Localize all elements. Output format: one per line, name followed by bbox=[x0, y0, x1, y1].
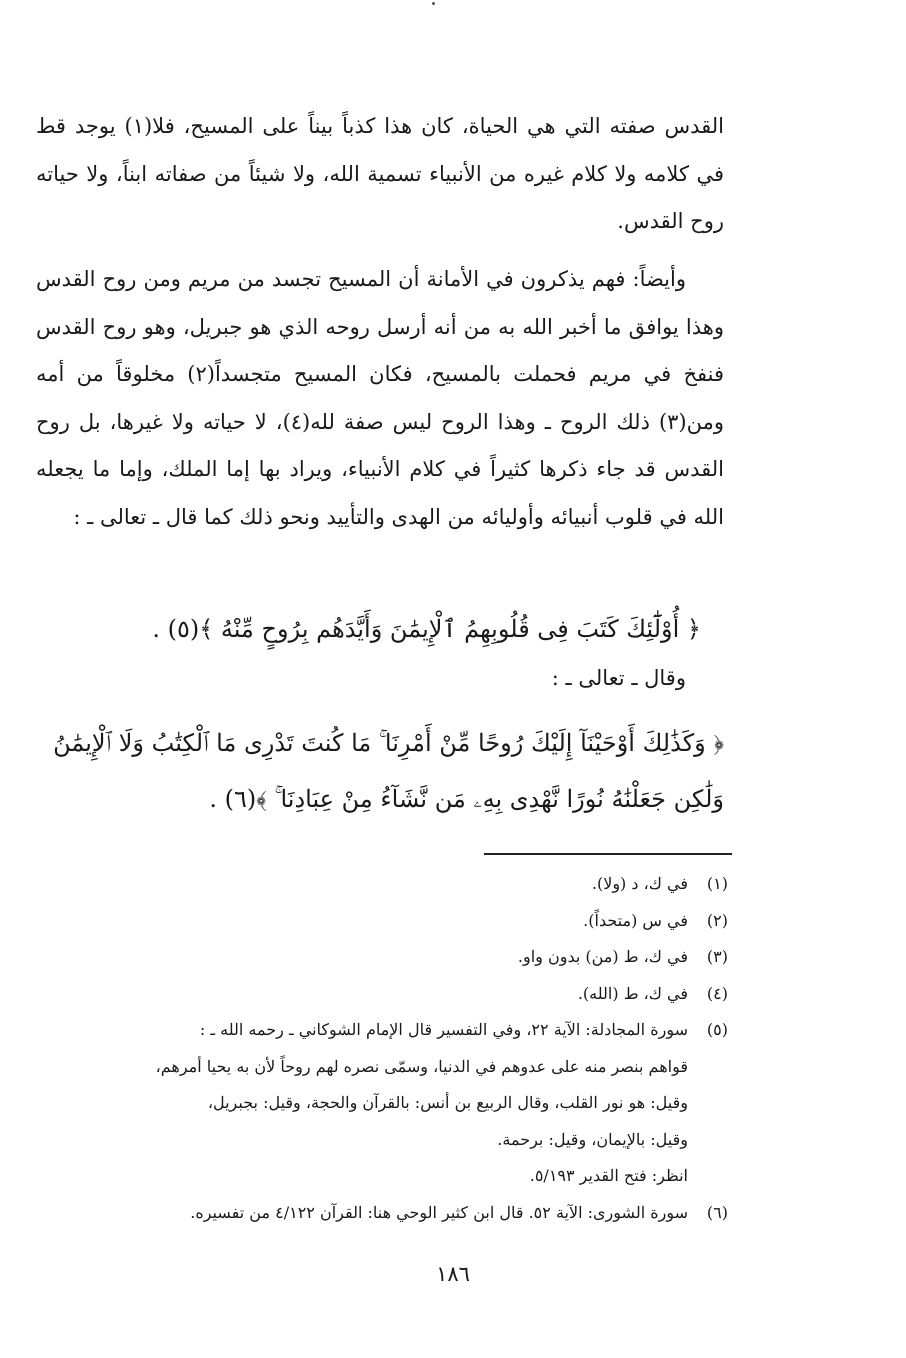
footnote-text: سورة الشورى: الآية ٥٢. قال ابن كثير الوحي هنا: القرآن ٤/١٢٢ من تفسيره. bbox=[190, 1202, 688, 1222]
footnote-separator bbox=[484, 853, 732, 855]
verse-intro-2: وقال ـ تعالى ـ : bbox=[551, 666, 686, 690]
quran-verse-1: ﴿ أُوْلَٰٓئِكَ كَتَبَ فِى قُلُوبِهِمُ ٱلْإِيمَٰنَ وَأَيَّدَهُم بِرُوحٍ مِّنْهُ ﴾(٥) . bbox=[152, 615, 701, 643]
footnote-text: في ك، ط (الله). bbox=[577, 983, 688, 1003]
footnote-text-line: انظر: فتح القدير ٥/١٩٣. bbox=[529, 1166, 688, 1185]
footnote-item bbox=[36, 976, 728, 1013]
footnote-item bbox=[36, 1195, 728, 1232]
footnote-number: (٥) bbox=[706, 1020, 728, 1039]
scan-speck bbox=[432, 2, 435, 5]
footnote-item bbox=[36, 939, 728, 976]
footnote-number: (١) bbox=[706, 874, 728, 893]
footnote-number: (٦) bbox=[706, 1202, 728, 1222]
footnote-item bbox=[36, 903, 728, 940]
footnote-text-line: وقيل: هو نور القلب، وقال الربيع بن أنس: بالقرآن والحجة، وقيل: بجبريل، bbox=[207, 1093, 688, 1112]
footnote-text: في ك، ط (من) بدون واو. bbox=[517, 947, 688, 966]
quran-verse-2: ﴿ وَكَذَٰلِكَ أَوْحَيْنَآ إِلَيْكَ رُوحًا مِّنْ أَمْرِنَا ۚ مَا كُنتَ تَدْرِى مَا ٱلْكِتَٰبُ وَلَا ٱلْإِيمَٰنُ وَلَٰكِن جَعَلْنَٰهُ نُورًا نَّهْدِى بِهِۦ مَن نَّشَآءُ مِنْ عِبَادِنَا ۚ ﴾(٦) . bbox=[53, 729, 724, 813]
body-paragraph-2: وأيضاً: فهم يذكرون في الأمانة أن المسيح تجسد من مريم ومن روح القدس وهذا يوافق ما أخبر الله به من أنه أرسل روحه الذي هو جبريل، وهو روح القدس فنفخ في مريم فحملت بالمسيح، فكان المسيح متجسداً(٢) مخلوقاً من أمه ومن(٣) ذلك الروح ـ وهذا الروح ليس صفة لله(٤)، لا حياته ولا غيرها، بل روح القدس قد جاء ذكرها كثيراً في كلام الأنبياء، ويراد بها إما الملك، وإما ما يجعله الله في قلوب أنبيائه وأوليائه من الهدى والتأييد ونحو ذلك كما قال ـ تعالى ـ : bbox=[36, 267, 724, 529]
footnote-text-line: سورة المجادلة: الآية ٢٢، وفي التفسير قال الإمام الشوكاني ـ رحمه الله ـ : bbox=[199, 1020, 688, 1039]
body-paragraph-1: القدس صفته التي هي الحياة، كان هذا كذباً بيناً على المسيح، فلا(١) يوجد قط في كلامه ولا كلام غيره من الأنبياء تسمية الله، ولا شيئاً من صفاته ابناً، ولا حياته روح القدس. bbox=[36, 114, 725, 233]
footnote-number: (٢) bbox=[706, 910, 728, 930]
footnote-text: في س (متحداً). bbox=[583, 910, 688, 930]
footnote-text-line: قواهم بنصر منه على عدوهم في الدنيا، وسمّى نصره لهم روحاً لأن به يحيا أمرهم، bbox=[155, 1056, 688, 1076]
footnote-text-line: وقيل: بالإيمان، وقيل: برحمة. bbox=[497, 1129, 688, 1149]
footnote-text: في ك، د (ولا). bbox=[591, 874, 688, 893]
page-number: ١٨٦ bbox=[436, 1262, 470, 1286]
footnote-number: (٣) bbox=[706, 947, 728, 966]
footnote-item bbox=[36, 1012, 728, 1195]
footnote-number: (٤) bbox=[706, 983, 728, 1003]
footnote-item bbox=[36, 866, 728, 903]
footnotes bbox=[36, 866, 728, 1231]
